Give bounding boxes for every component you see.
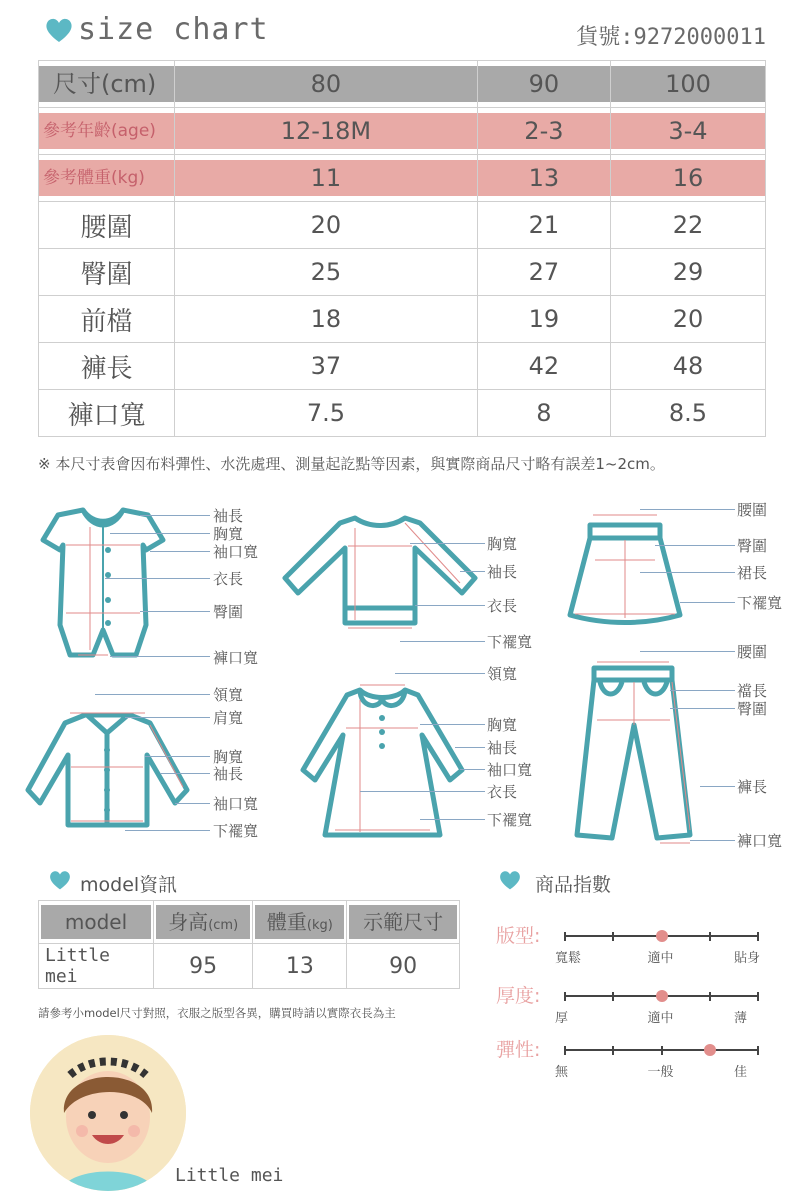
weight-cell: 11	[175, 160, 477, 196]
index-scale-label: 一般	[647, 1065, 674, 1080]
index-tick	[564, 992, 566, 1001]
index-scale-label: 薄	[734, 1011, 748, 1026]
heart-icon	[48, 869, 72, 891]
index-tick	[612, 932, 614, 941]
shirt-label: 下襬寬	[213, 822, 259, 840]
shirt-label: 領寬	[213, 686, 244, 704]
pants-diagram	[572, 660, 697, 845]
sweater-label: 袖長	[487, 563, 518, 581]
size-header-label: 尺寸(cm)	[39, 66, 174, 102]
sweater-label: 下襬寬	[487, 633, 533, 651]
row-label: 褲長	[39, 343, 175, 390]
model-name: Little mei	[39, 944, 154, 989]
age-row	[39, 108, 766, 155]
age-cell: 3-4	[611, 113, 765, 149]
skirt-label: 腰圍	[737, 501, 768, 519]
index-tick	[564, 932, 566, 941]
shirt-label: 肩寬	[213, 709, 244, 727]
table-row	[39, 249, 766, 296]
size-disclaimer: ※ 本尺寸表會因布料彈性、水洗處理、測量起訖點等因素，與實際商品尺寸略有誤差1~2cm。	[38, 455, 665, 473]
index-marker	[704, 1044, 716, 1056]
model-header-cell: 體重(kg)	[255, 905, 344, 939]
age-cell: 12-18M	[175, 113, 477, 149]
sweater-diagram	[280, 508, 480, 638]
index-scale-label: 厚	[555, 1011, 569, 1026]
table-row	[39, 343, 766, 390]
weight-cell: 13	[478, 160, 610, 196]
model-header-row	[39, 901, 460, 944]
romper-diagram	[38, 505, 168, 665]
model-header-cell: model	[41, 905, 151, 939]
index-section-title: 商品指數	[535, 874, 612, 896]
weight-row	[39, 155, 766, 202]
row-label: 腰圍	[39, 202, 175, 249]
index-tick	[661, 1046, 663, 1055]
table-cell: 8	[477, 390, 610, 437]
index-label: 厚度:	[496, 985, 541, 1007]
romper-label: 袖口寬	[213, 543, 259, 561]
index-marker	[656, 930, 668, 942]
table-row	[39, 202, 766, 249]
index-tick	[612, 992, 614, 1001]
skirt-label: 臀圍	[737, 537, 768, 555]
model-note: 請參考小model尺寸對照，衣服之版型各異，購買時請以實際衣長為主	[38, 1006, 396, 1020]
table-cell: 37	[175, 343, 478, 390]
size-header-row	[39, 61, 766, 108]
dress-label: 領寬	[487, 665, 518, 683]
table-cell: 22	[610, 202, 765, 249]
skirt-label: 下襬寬	[737, 594, 783, 612]
table-cell: 7.5	[175, 390, 478, 437]
index-label: 彈性:	[496, 1039, 541, 1061]
table-row	[39, 390, 766, 437]
romper-label: 衣長	[213, 570, 244, 588]
page-title: size chart	[78, 12, 269, 47]
romper-label: 胸寬	[213, 525, 244, 543]
pants-label: 褲長	[737, 778, 768, 796]
age-label: 參考年齡(age)	[39, 113, 174, 149]
model-size: 90	[347, 944, 460, 989]
dress-label: 胸寬	[487, 716, 518, 734]
table-cell: 29	[610, 249, 765, 296]
index-tick	[757, 992, 759, 1001]
table-cell: 21	[477, 202, 610, 249]
sweater-label: 衣長	[487, 597, 518, 615]
shirt-label: 袖口寬	[213, 795, 259, 813]
dress-label: 衣長	[487, 783, 518, 801]
dress-label: 袖長	[487, 739, 518, 757]
table-cell: 42	[477, 343, 610, 390]
table-cell: 19	[477, 296, 610, 343]
model-value-row	[39, 944, 460, 989]
index-tick	[757, 1046, 759, 1055]
pants-label: 臀圍	[737, 700, 768, 718]
index-scale-label: 適中	[647, 951, 674, 966]
table-cell: 48	[610, 343, 765, 390]
index-scale-label: 無	[555, 1065, 569, 1080]
sweater-label: 胸寬	[487, 535, 518, 553]
size-header-cell: 80	[175, 66, 477, 102]
romper-label: 褲口寬	[213, 649, 259, 667]
table-cell: 20	[610, 296, 765, 343]
dress-diagram	[300, 680, 465, 840]
romper-label: 袖長	[213, 507, 244, 525]
size-header-cell: 90	[478, 66, 610, 102]
skirt-diagram	[565, 520, 685, 630]
model-header-cell: 示範尺寸	[349, 905, 457, 939]
index-marker	[656, 990, 668, 1002]
age-cell: 2-3	[478, 113, 610, 149]
romper-label: 臀圍	[213, 603, 244, 621]
index-scale-label: 貼身	[734, 951, 761, 966]
product-sku: 貨號:9272000011	[576, 25, 766, 50]
heart-icon	[498, 869, 522, 891]
row-label: 褲口寬	[39, 390, 175, 437]
index-tick	[709, 932, 711, 941]
model-header-cell: 身高(cm)	[156, 905, 250, 939]
model-photo	[30, 1035, 186, 1191]
index-tick	[564, 1046, 566, 1055]
pants-label: 襠長	[737, 682, 768, 700]
size-header-cell: 100	[611, 66, 765, 102]
table-row	[39, 296, 766, 343]
size-table	[38, 60, 766, 437]
skirt-label: 裙長	[737, 564, 768, 582]
index-tick	[757, 932, 759, 941]
dress-label: 袖口寬	[487, 761, 533, 779]
row-label: 臀圍	[39, 249, 175, 296]
shirt-label: 袖長	[213, 765, 244, 783]
model-section-title: model資訊	[80, 874, 178, 896]
table-cell: 18	[175, 296, 478, 343]
table-cell: 20	[175, 202, 478, 249]
table-cell: 25	[175, 249, 478, 296]
model-table	[38, 900, 460, 989]
model-height: 95	[154, 944, 253, 989]
index-tick	[612, 1046, 614, 1055]
table-cell: 27	[477, 249, 610, 296]
index-label: 版型:	[496, 925, 541, 947]
pants-label: 腰圍	[737, 643, 768, 661]
index-scale-label: 寬鬆	[555, 951, 582, 966]
index-tick	[709, 992, 711, 1001]
row-label: 前檔	[39, 296, 175, 343]
weight-cell: 16	[611, 160, 765, 196]
index-scale-label: 適中	[647, 1011, 674, 1026]
pants-label: 褲口寬	[737, 832, 783, 850]
model-weight: 13	[253, 944, 347, 989]
shirt-diagram	[25, 705, 190, 830]
heart-icon	[44, 16, 74, 44]
index-scale-label: 佳	[734, 1065, 748, 1080]
weight-label: 參考體重(kg)	[39, 160, 174, 196]
photo-caption: Little mei	[175, 1165, 284, 1186]
shirt-label: 胸寬	[213, 748, 244, 766]
table-cell: 8.5	[610, 390, 765, 437]
dress-label: 下襬寬	[487, 811, 533, 829]
